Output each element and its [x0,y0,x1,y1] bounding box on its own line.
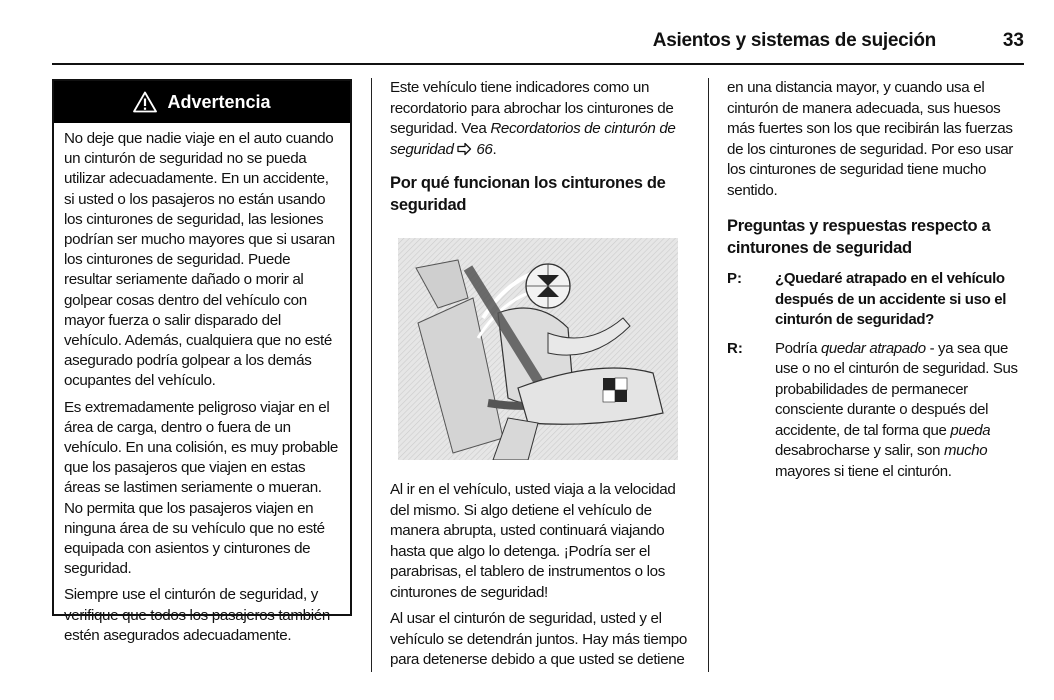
ref-arrow-icon [457,142,472,156]
warning-triangle-icon [133,91,157,113]
page-number: 33 [1002,30,1024,51]
answer-emphasis: quedar atrapado [820,339,926,357]
body-paragraph: en una distancia mayor, y cuando usa el cinturón de manera adecuada, sus huesos más fuertes son los que recibirán las fuerzas de los cinturones de seguridad. Por eso usar los cinturones de seguridad tiene mucho sentido. [727,79,1013,199]
column-3 [727,78,1027,490]
question-item [727,269,1027,331]
section-heading: Por qué funcionan los cinturones de seguridad [390,174,666,214]
section-heading: Preguntas y respuestas respecto a cinturones de seguridad [727,217,991,257]
intro-paragraph [390,78,692,160]
answer-emphasis: mucho [944,442,988,459]
question-text: ¿Quedaré atrapado en el vehículo después de un accidente si uso el cinturón de seguridad? [775,270,1007,328]
header-rule [52,63,1024,65]
column-2 [390,78,692,226]
page-header-title: Asientos y sistemas de sujeción [652,30,936,51]
answer-emphasis: pueda [950,421,991,439]
body-paragraph: Al usar el cinturón de seguridad, usted y el vehículo se detendrán juntos. Hay más tiempo para detenerse debido a que usted se detiene [390,610,687,668]
cross-reference-page[interactable]: 66 [476,140,493,158]
answer-part: - ya sea que use o no el cinturón de seguridad. Sus probabilidades de permanecer consciente durante o después del accidente, de tal forma que [775,339,1018,439]
column-divider [371,78,372,672]
cross-reference-link[interactable]: Recordatorios de cinturón de seguridad [390,120,676,158]
question-label: P: [727,270,742,287]
body-paragraph: Al ir en el vehículo, usted viaja a la velocidad del mismo. Si algo detiene el vehículo de manera abrupta, usted continuará viajando hasta que algo lo detenga. ¡Podría ser el parabrisas, el tablero de instrumentos o los cinturones de seguridad! [390,481,676,601]
warning-body [54,123,350,646]
warning-title: Advertencia [167,91,271,112]
warning-paragraph: Es extremadamente peligroso viajar en el área de carga, dentro o fuera de un vehículo. En una colisión, es muy probable que los pasajeros que viajen en estas áreas se lastimen seriamente o mueran. No permita que los pasajeros viajen en ninguna área de su vehículo que no esté equipada con asientos y cinturones de seguridad. [64,398,339,578]
answer-part: Podría [775,339,818,357]
answer-label: R: [727,339,743,357]
warning-paragraph: Siempre use el cinturón de seguridad, y verifique que todos los pasajeros también estén asegurados adecuadamente. [64,586,330,644]
crash-test-dummy-seatbelt-illustration [398,238,678,460]
warning-paragraph: No deje que nadie viaje en el auto cuando un cinturón de seguridad no se pueda utilizar adecuadamente. En un accidente, si usted o los pasajeros no están usando los cinturones de seguridad, las lesiones podrían ser mucho mayores que si usaran los cinturones de seguridad. Puede resultar seriamente dañado o morir al golpear cosas dentro del vehículo con mayor fuerza o salir disparado del vehículo. Además, cualquiera que no esté asegurado podría golpear a los demás ocupantes del vehículo. [64,130,335,390]
warning-box [52,79,352,644]
intro-end: . [492,140,497,158]
column-2-lower [390,480,692,677]
intro-text: Este vehículo tiene indicadores como un recordatorio para abrochar los cinturones de seguridad. Vea [390,79,674,137]
answer-part: mayores si tiene el cinturón. [775,462,952,480]
answer-text [775,339,1027,483]
answer-item [727,339,1027,483]
warning-header [54,81,350,123]
column-divider [708,78,709,672]
answer-part: desabrocharse y salir, son [775,442,941,459]
